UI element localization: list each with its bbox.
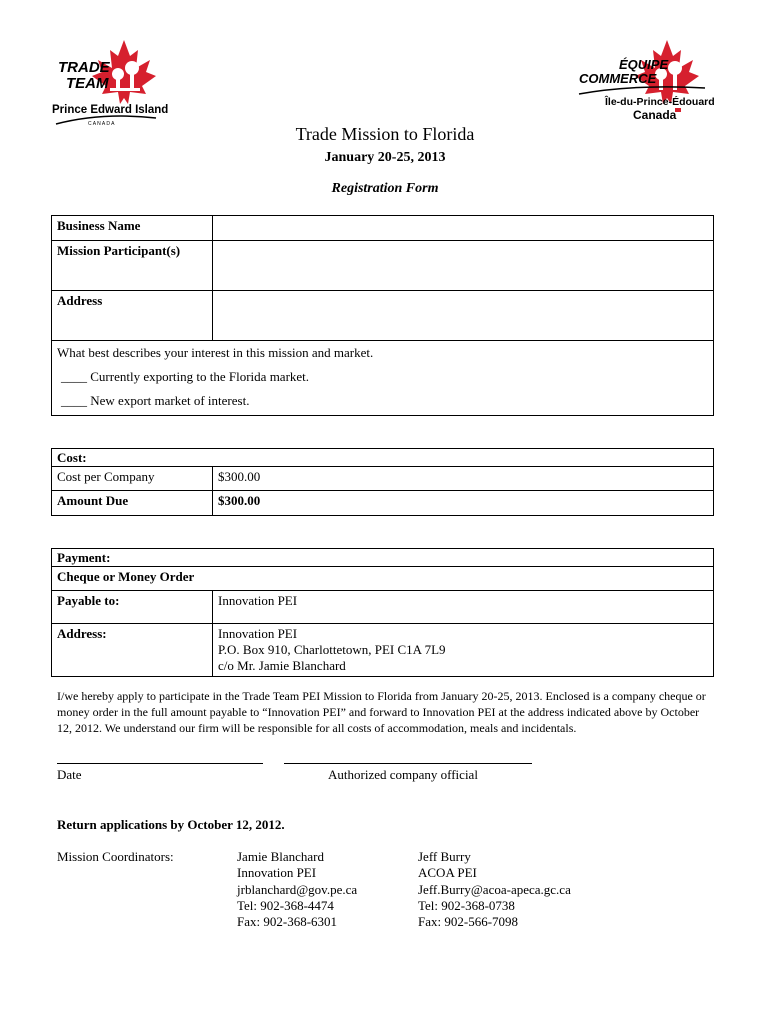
logo-equipe-text: ÉQUIPE bbox=[619, 57, 669, 72]
form-title: Registration Form bbox=[331, 181, 439, 196]
logo-canada-wordmark: Canada bbox=[633, 108, 677, 122]
date-signature-line[interactable] bbox=[57, 763, 263, 764]
coordinator-fax: Fax: 902-368-6301 bbox=[237, 914, 338, 930]
logo-trade-text: TRADE bbox=[58, 59, 110, 76]
logo-pei-text: Prince Edward Island bbox=[52, 104, 169, 116]
logo-ipe-text: Île-du-Prince-Édouard bbox=[605, 96, 715, 108]
cost-table bbox=[51, 448, 714, 516]
date-label: Date bbox=[57, 767, 82, 782]
address-field[interactable] bbox=[213, 291, 714, 341]
payable-to-value: Innovation PEI bbox=[213, 591, 714, 624]
coordinator-email[interactable]: jrblanchard@gov.pe.ca bbox=[237, 881, 358, 897]
registration-table bbox=[51, 215, 714, 416]
business-name-field[interactable] bbox=[213, 216, 714, 241]
declaration-text: I/we hereby apply to participate in the Trade Team PEI Mission to Florida from January 20-25, 2013. Enclosed is a company cheque or money order in the full amount payable to “Innovation PEI” and forward to Innovation PEI at the address indicated above by October 12, 2012. We understand our firm will be responsible for all costs of accommodation, meals and incidentals. bbox=[57, 689, 706, 735]
return-deadline: Return applications by October 12, 2012. bbox=[57, 817, 285, 832]
participants-field[interactable] bbox=[213, 241, 714, 291]
payment-heading: Payment: bbox=[52, 549, 714, 567]
option-new-market[interactable] bbox=[57, 389, 708, 413]
coordinators-label: Mission Coordinators: bbox=[57, 849, 174, 864]
logo-canada-text: C A N A D A bbox=[88, 121, 115, 127]
page-title: Trade Mission to Florida bbox=[295, 124, 475, 144]
official-signature-line[interactable] bbox=[284, 763, 532, 764]
cost-per-company-value: $300.00 bbox=[213, 467, 714, 491]
option-new-market-blank[interactable]: ____ bbox=[61, 393, 87, 408]
logo-commerce-text: COMMERCE bbox=[579, 71, 657, 86]
payment-address-value bbox=[213, 624, 714, 677]
coordinator-burry bbox=[418, 849, 571, 930]
coordinator-fax: Fax: 902-566-7098 bbox=[418, 914, 519, 930]
option-exporting-label: Currently exporting to the Florida market. bbox=[90, 369, 310, 384]
payment-address-line1: Innovation PEI bbox=[218, 626, 298, 641]
coordinator-org: Innovation PEI bbox=[237, 865, 317, 881]
payment-address-label: Address: bbox=[52, 624, 213, 677]
option-exporting[interactable] bbox=[57, 365, 708, 389]
payment-table bbox=[51, 548, 714, 677]
payment-address-line2: P.O. Box 910, Charlottetown, PEI C1A 7L9 bbox=[218, 642, 446, 657]
payment-address-line3: c/o Mr. Jamie Blanchard bbox=[218, 658, 346, 673]
coordinator-org: ACOA PEI bbox=[418, 865, 477, 881]
interest-cell bbox=[52, 341, 714, 416]
coordinator-tel: Tel: 902-368-0738 bbox=[418, 897, 515, 913]
amount-due-value: $300.00 bbox=[213, 491, 714, 516]
coordinator-tel: Tel: 902-368-4474 bbox=[237, 897, 334, 913]
participants-label: Mission Participant(s) bbox=[52, 241, 213, 291]
coordinator-name: Jamie Blanchard bbox=[237, 849, 324, 864]
option-new-market-label: New export market of interest. bbox=[90, 393, 250, 408]
mission-dates: January 20-25, 2013 bbox=[324, 150, 446, 165]
logo-team-text: TEAM bbox=[66, 75, 109, 92]
coordinator-blanchard bbox=[237, 849, 357, 930]
equipe-commerce-logo bbox=[575, 38, 715, 126]
payment-method: Cheque or Money Order bbox=[52, 567, 714, 591]
interest-question: What best describes your interest in this mission and market. bbox=[57, 345, 374, 360]
address-label: Address bbox=[52, 291, 213, 341]
coordinator-email[interactable]: Jeff.Burry@acoa-apeca.gc.ca bbox=[418, 881, 571, 897]
cost-heading: Cost: bbox=[52, 449, 714, 467]
business-name-label: Business Name bbox=[52, 216, 213, 241]
trade-team-pei-logo bbox=[52, 38, 172, 130]
coordinator-name: Jeff Burry bbox=[418, 849, 471, 864]
option-exporting-blank[interactable]: ____ bbox=[61, 369, 87, 384]
cost-per-company-label: Cost per Company bbox=[52, 467, 213, 491]
official-label: Authorized company official bbox=[328, 767, 478, 782]
payable-to-label: Payable to: bbox=[52, 591, 213, 624]
amount-due-label: Amount Due bbox=[52, 491, 213, 516]
